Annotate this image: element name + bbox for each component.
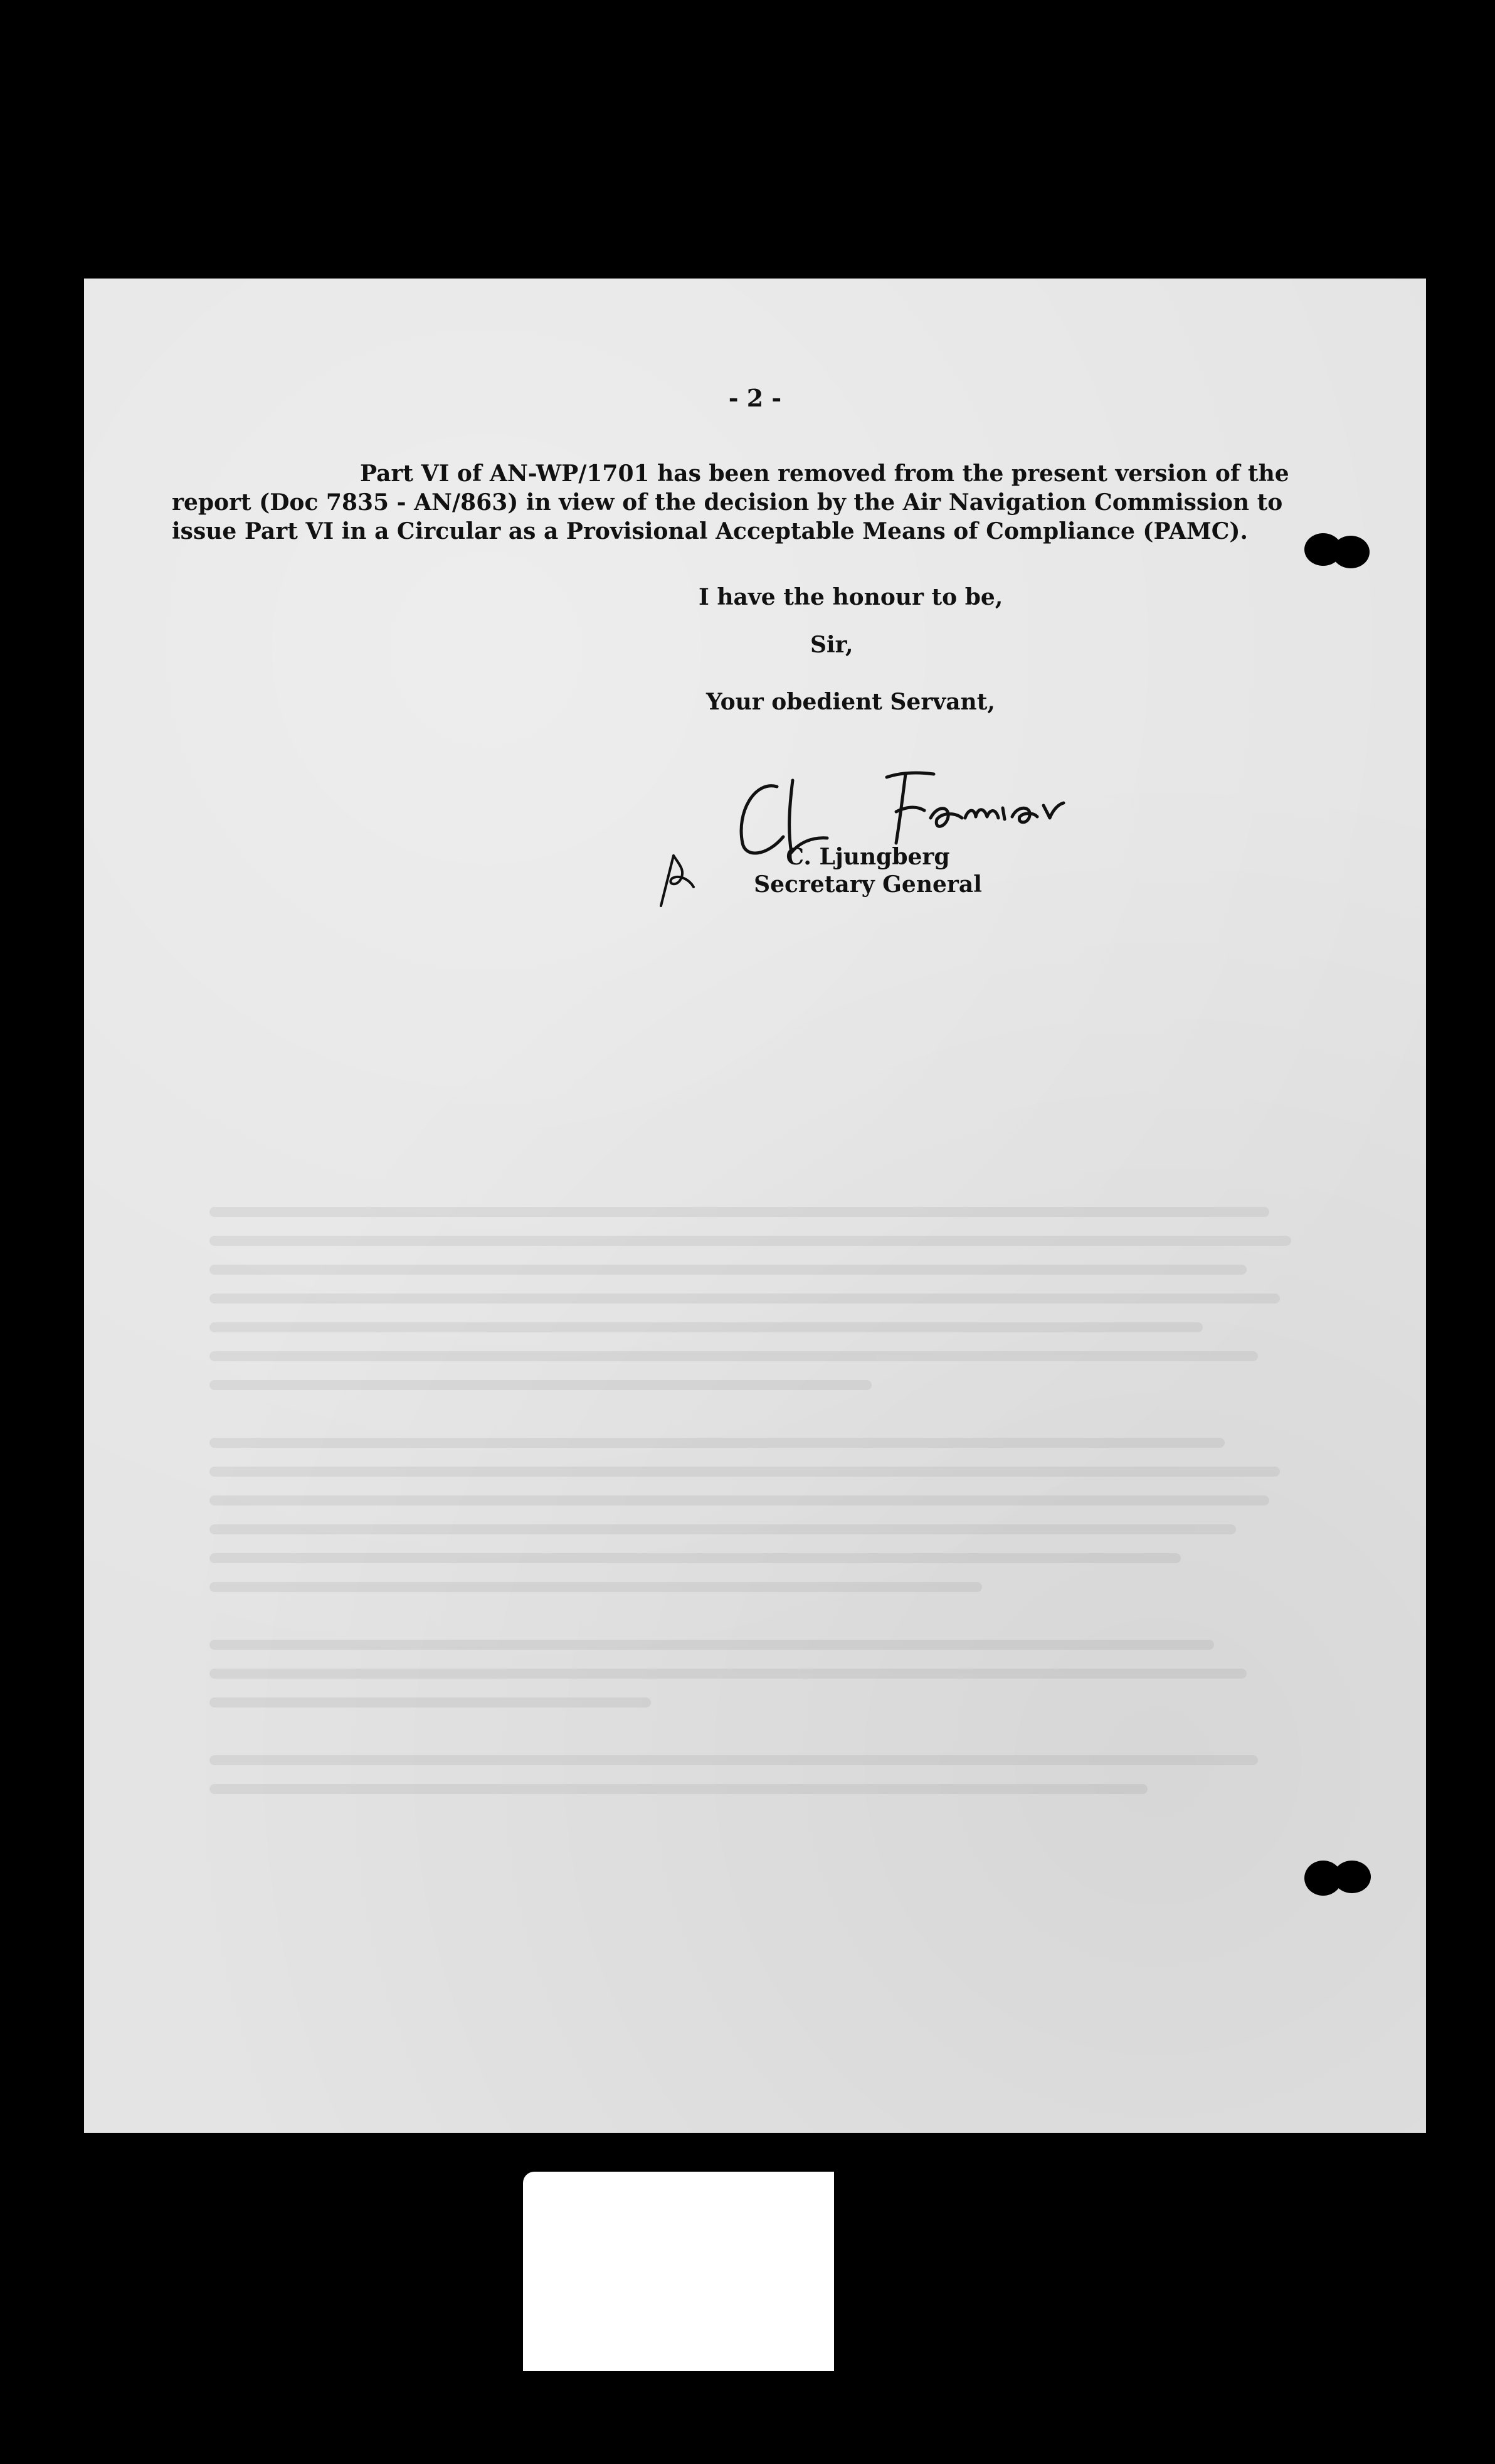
page-number: - 2 -	[728, 384, 782, 412]
blank-label-card	[523, 2172, 834, 2371]
body-paragraph: Part VI of AN-WP/1701 has been removed from the present version of the report (Doc 7835 - AN/863) in view of the decision by the Air Navigation Commission to issue Part VI in a Circular as a Provisional Acceptable Means of Compliance (PAMC).	[172, 460, 1289, 544]
signatory-name: C. Ljungberg	[786, 844, 950, 870]
punch-hole-mark-bottom	[1299, 1858, 1375, 1898]
signatory-title: Secretary General	[754, 871, 982, 898]
closing-line-servant: Your obedient Servant,	[706, 689, 995, 715]
closing-line-honour: I have the honour to be,	[699, 584, 1003, 610]
document-page	[84, 279, 1426, 2133]
signatory-block	[736, 843, 1000, 898]
punch-hole-mark-top	[1299, 531, 1375, 571]
initial-mark	[636, 843, 711, 912]
bleed-through-text	[209, 1207, 1313, 1834]
closing-line-salutation: Sir,	[810, 632, 853, 658]
